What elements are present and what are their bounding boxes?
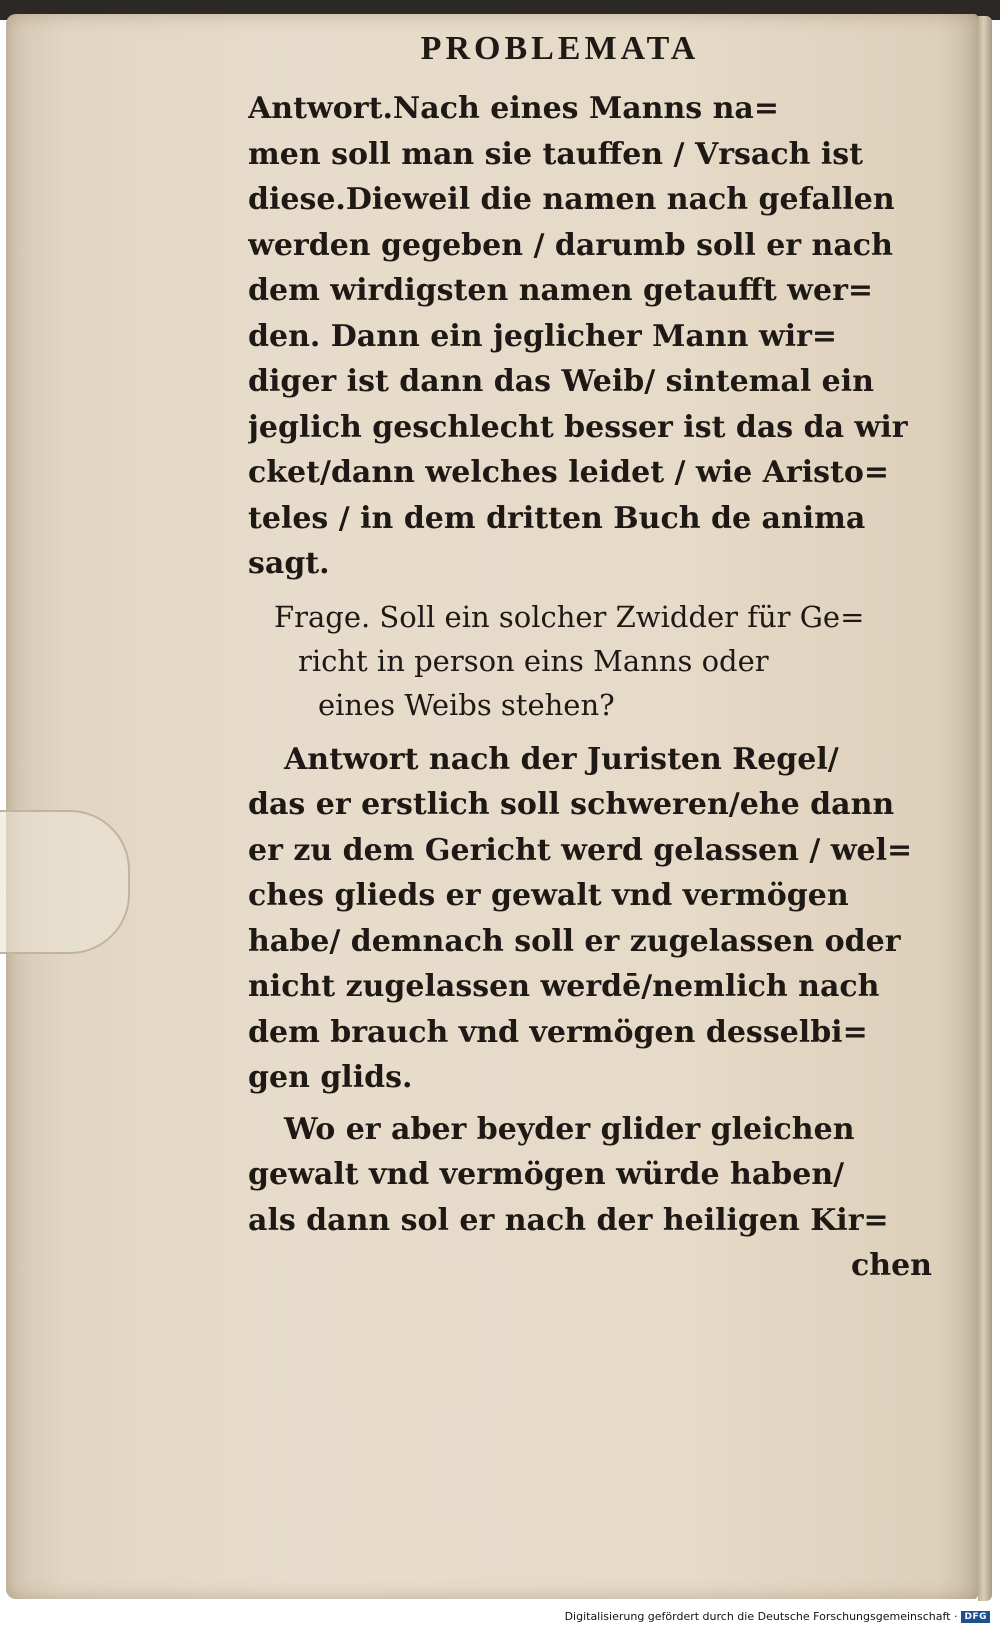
text-line: als dann sol er nach der heiligen Kir= <box>248 1202 889 1238</box>
text-line: Antwort nach der Juristen Regel/ <box>284 741 839 777</box>
text-line: Antwort.Nach eines Manns na= <box>248 91 779 126</box>
text-line: teles / in dem dritten Buch de anima <box>248 500 866 536</box>
page-edge <box>978 16 992 1601</box>
text-line: diger ist dann das Weib/ sintemal ein <box>248 364 874 399</box>
catchword: chen <box>851 1248 932 1283</box>
text-line: das er erstlich soll schweren/ehe dann <box>248 787 895 822</box>
text-line: dem brauch vnd vermögen desselbi= <box>248 1014 868 1050</box>
question-line: Frage. Soll ein solcher Zwidder für Ge= <box>274 599 865 634</box>
digitization-footer <box>565 1610 990 1623</box>
question-line: richt in person eins Manns oder <box>298 643 769 678</box>
question-line: eines Weibs stehen? <box>318 687 615 722</box>
text-line: Wo er aber beyder glider gleichen <box>284 1111 855 1147</box>
page-tab-mark <box>0 810 130 954</box>
question-block <box>248 595 938 727</box>
text-line: habe/ demnach soll er zugelassen oder <box>248 923 901 959</box>
text-line: nicht zugelassen werdē/nemlich nach <box>248 969 880 1004</box>
text-line: gen glids. <box>248 1060 413 1095</box>
digitization-credit: Digitalisierung gefördert durch die Deutsche Forschungsgemeinschaft · <box>564 1610 958 1623</box>
dfg-logo-icon: DFG <box>961 1611 990 1623</box>
paragraph-1 <box>248 86 938 587</box>
text-line: er zu dem Gericht werd gelassen / wel= <box>248 832 913 868</box>
text-line: jeglich geschlecht besser ist das da wir <box>248 409 908 445</box>
text-line: werden gegeben / darumb soll er nach <box>248 227 893 263</box>
page-text <box>248 86 938 1289</box>
running-head: PROBLEMATA <box>420 30 700 67</box>
text-line: gewalt vnd vermögen würde haben/ <box>248 1157 845 1192</box>
text-line: sagt. <box>248 546 330 581</box>
text-line: diese.Dieweil die namen nach gefallen <box>248 182 895 217</box>
text-line: ches glieds er gewalt vnd vermögen <box>248 878 849 913</box>
text-line: cket/dann welches leidet / wie Aristo= <box>248 455 890 490</box>
paragraph-2 <box>248 737 938 1101</box>
text-line: den. Dann ein jeglicher Mann wir= <box>248 318 838 354</box>
text-line: dem wirdigsten namen getaufft wer= <box>248 273 874 308</box>
paragraph-3 <box>248 1107 938 1289</box>
text-line: men soll man sie tauffen / Vrsach ist <box>248 136 864 172</box>
